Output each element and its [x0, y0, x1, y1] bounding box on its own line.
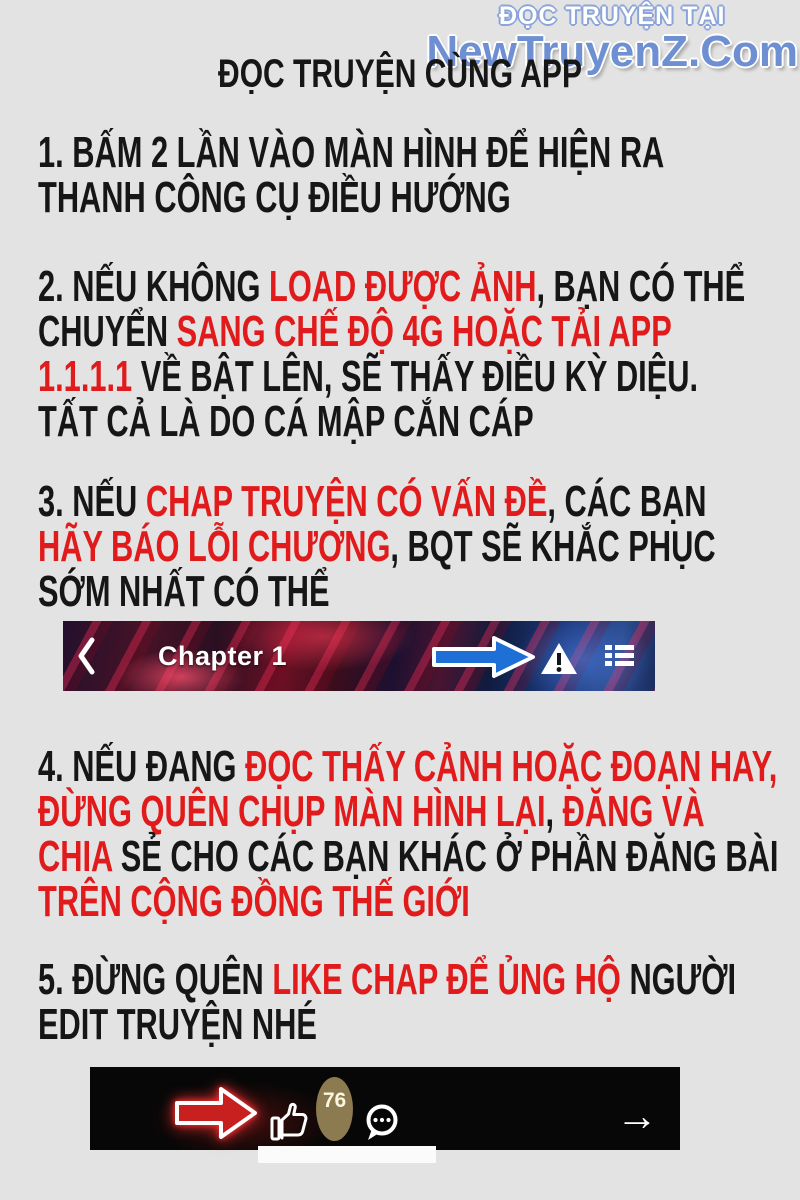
instruction-line: TẤT CẢ LÀ DO CÁ MẬP CẮN CÁP: [38, 397, 534, 446]
instruction-line: 1.1.1.1 VỀ BẬT LÊN, SẼ THẤY ĐIỀU KỲ DIỆU.: [38, 352, 699, 401]
instruction-line: TRÊN CỘNG ĐỒNG THẾ GIỚI: [38, 877, 470, 926]
thumbs-up-icon[interactable]: [269, 1101, 309, 1148]
warning-triangle-icon[interactable]: [539, 642, 579, 681]
chevron-left-icon[interactable]: [77, 637, 97, 680]
site-logo: NewTruyenZ.Com: [426, 27, 798, 77]
page-bottom-strip: [258, 1146, 436, 1163]
comment-bubble-icon[interactable]: [361, 1103, 403, 1148]
instruction-line: CHUYỂN SANG CHẾ ĐỘ 4G HOẶC TẢI APP: [38, 307, 672, 356]
instruction-item-1: [38, 130, 664, 220]
site-banner-tagline: ĐỌC TRUYỆN TẠI: [498, 2, 726, 30]
instruction-line: EDIT TRUYỆN NHÉ: [38, 1000, 317, 1049]
instruction-line: CHIA SẺ CHO CÁC BẠN KHÁC Ở PHẦN ĐĂNG BÀI: [38, 832, 779, 881]
instruction-line: 3. NẾU CHAP TRUYỆN CÓ VẤN ĐỀ, CÁC BẠN: [38, 477, 707, 526]
instruction-line: 4. NẾU ĐANG ĐỌC THẤY CẢNH HOẶC ĐOẠN HAY,: [38, 742, 778, 791]
instruction-item-3: [38, 479, 716, 614]
instruction-line: 5. ĐỪNG QUÊN LIKE CHAP ĐỂ ỦNG HỘ NGƯỜI: [38, 955, 737, 1004]
instruction-item-5: [38, 957, 736, 1047]
arrow-right-icon[interactable]: →: [616, 1092, 658, 1139]
instruction-line: ĐỪNG QUÊN CHỤP MÀN HÌNH LẠI, ĐĂNG VÀ: [38, 787, 705, 836]
chapter-nav-screenshot: [63, 621, 655, 691]
instruction-item-4: [38, 744, 778, 924]
chapter-title: Chapter 1: [158, 641, 288, 671]
instruction-line: HÃY BÁO LỖI CHƯƠNG, BQT SẼ KHẮC PHỤC: [38, 522, 716, 571]
blue-arrow-right-icon: [431, 634, 537, 685]
instruction-line: 1. BẤM 2 LẦN VÀO MÀN HÌNH ĐỂ HIỆN RA: [38, 128, 665, 177]
instruction-line: 2. NẾU KHÔNG LOAD ĐƯỢC ẢNH, BẠN CÓ THỂ: [38, 262, 746, 311]
reader-action-bar-screenshot: [90, 1067, 680, 1150]
instruction-line: THANH CÔNG CỤ ĐIỀU HƯỚNG: [38, 173, 511, 222]
chapter-list-icon[interactable]: [605, 645, 634, 666]
like-count-badge: [316, 1077, 353, 1141]
red-arrow-right-icon: [174, 1080, 260, 1151]
instruction-line: SỚM NHẤT CÓ THỂ: [38, 567, 330, 616]
page-title: ĐỌC TRUYỆN CÙNG APP: [218, 52, 582, 96]
like-count: 76: [322, 1089, 347, 1112]
instruction-item-2: [38, 264, 745, 444]
